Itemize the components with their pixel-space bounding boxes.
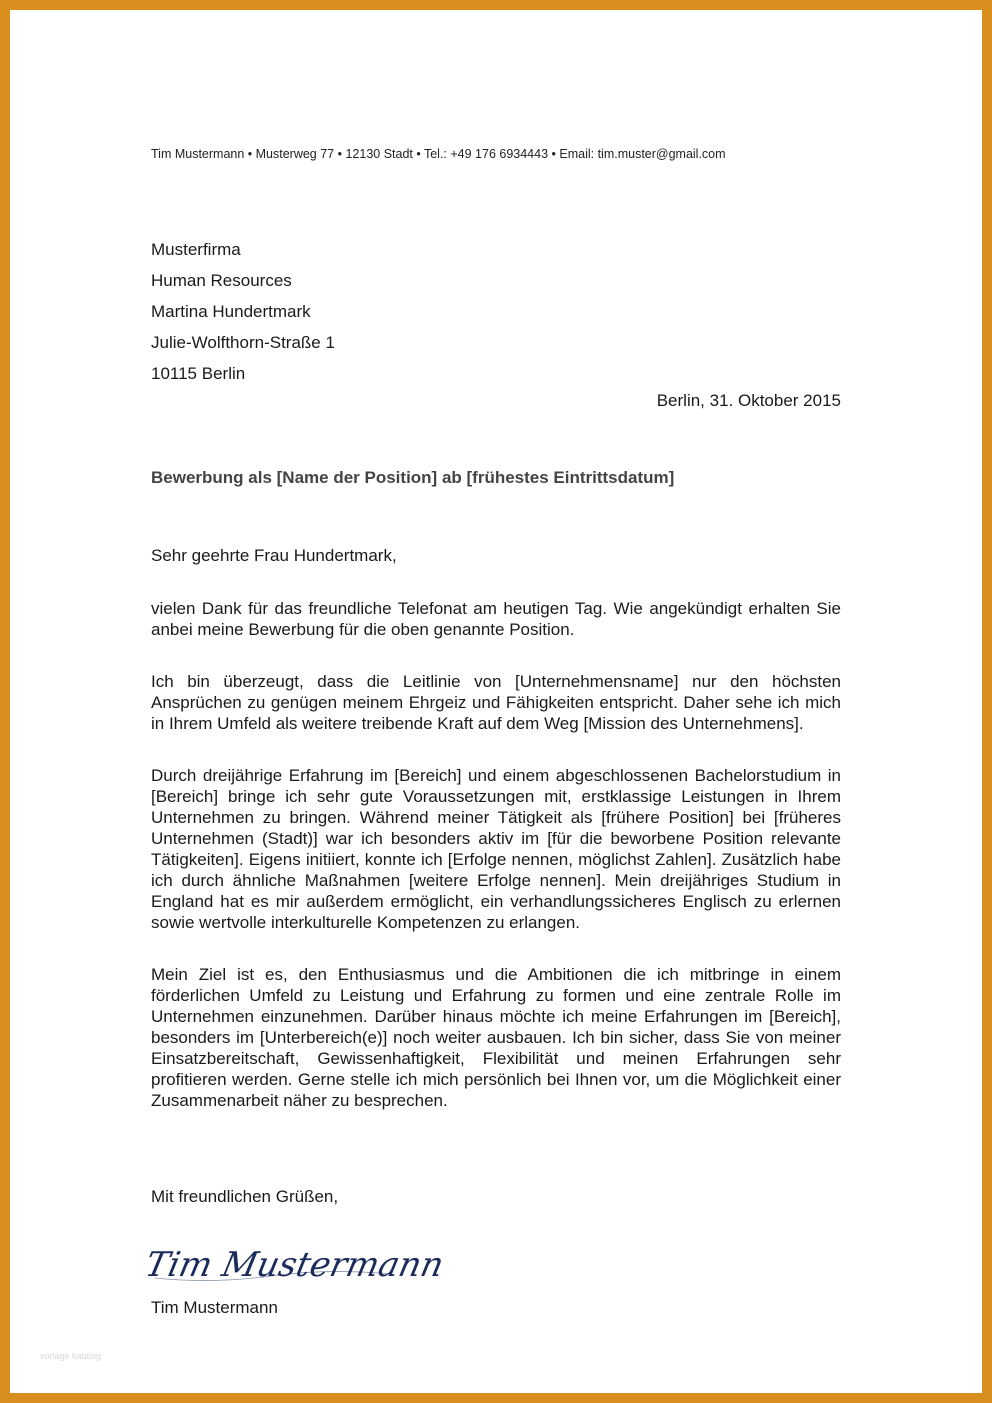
- body-paragraph: vielen Dank für das freundliche Telefonat am heutigen Tag. Wie angekündigt erhalten Sie anbei meine Bewerbung für die oben genannte Position.: [151, 599, 841, 639]
- letter-salutation: Sehr geehrte Frau Hundertmark,: [151, 546, 397, 565]
- recipient-company: Musterfirma: [151, 240, 241, 259]
- sender-address-line: Tim Mustermann • Musterweg 77 • 12130 Stadt • Tel.: +49 176 6934443 • Email: tim.muster@gmail.com: [151, 147, 726, 161]
- letter-closing: Mit freundlichen Grüßen,: [151, 1187, 339, 1206]
- recipient-city: 10115 Berlin: [151, 364, 246, 383]
- recipient-department: Human Resources: [151, 271, 292, 290]
- body-paragraph: Ich bin überzeugt, dass die Leitlinie von [Unternehmensname] nur den höchsten Ansprüchen zu genügen meinem Ehrgeiz und Fähigkeiten entspricht. Daher sehe ich mich in Ihrem Umfeld als weitere treibende Kraft auf dem Weg [Mission des Unternehmens].: [151, 672, 841, 733]
- recipient-street: Julie-Wolfthorn-Straße 1: [151, 333, 335, 352]
- body-paragraph: Durch dreijährige Erfahrung im [Bereich] und einem abgeschlossenen Bachelorstudium in [Bereich] bringe ich sehr gute Voraussetzungen mit, erstklassige Leistungen in Ihrem Unternehmen zu bringen. Während meiner Tätigkeit als [frühere Position] bei [früheres Unternehmen (Stadt)] war ich besonders aktiv im [für die beworbene Position relevante Tätigkeiten]. Eigens initiiert, konnte ich [Erfolge nennen, möglichst Zahlen]. Zusätzlich habe ich durch ähnliche Maßnahmen [weitere Erfolge nennen]. Mein dreijähriges Studium in England hat es mir außerdem ermöglicht, ein verhandlungssicheres Englisch zu erlernen sowie wertvolle interkulturelle Kompetenzen zu erlangen.: [151, 766, 841, 932]
- recipient-person: Martina Hundertmark: [151, 302, 311, 321]
- signature-text: Tim Mustermann: [141, 1245, 448, 1285]
- letter-subject: Bewerbung als [Name der Position] ab [frühestes Eintrittsdatum]: [151, 468, 675, 487]
- signature-graphic: [141, 1232, 448, 1292]
- letter-body: [151, 598, 841, 1142]
- watermark-text: vorlage katalog: [40, 1351, 102, 1361]
- printed-name: Tim Mustermann: [151, 1298, 278, 1317]
- recipient-address-block: [151, 234, 335, 389]
- handwritten-signature: [141, 1232, 448, 1292]
- body-paragraph: Mein Ziel ist es, den Enthusiasmus und die Ambitionen die ich mitbringe in einem förderlichen Umfeld zu Leistung und Erfahrung zu formen und eine zentrale Rolle im Unternehmen einzunehmen. Darüber hinaus möchte ich meine Erfahrungen im [Bereich], besonders im [Unterbereich(e)] noch weiter ausbauen. Ich bin sicher, dass Sie von meiner Einsatzbereitschaft, Gewissenhaftigkeit, Flexibilität und meinen Erfahrungen sehr profitieren werden. Gerne stelle ich mich persönlich bei Ihnen vor, um die Möglichkeit einer Zusammenarbeit näher zu besprechen.: [151, 965, 841, 1110]
- letter-date: Berlin, 31. Oktober 2015: [656, 391, 841, 410]
